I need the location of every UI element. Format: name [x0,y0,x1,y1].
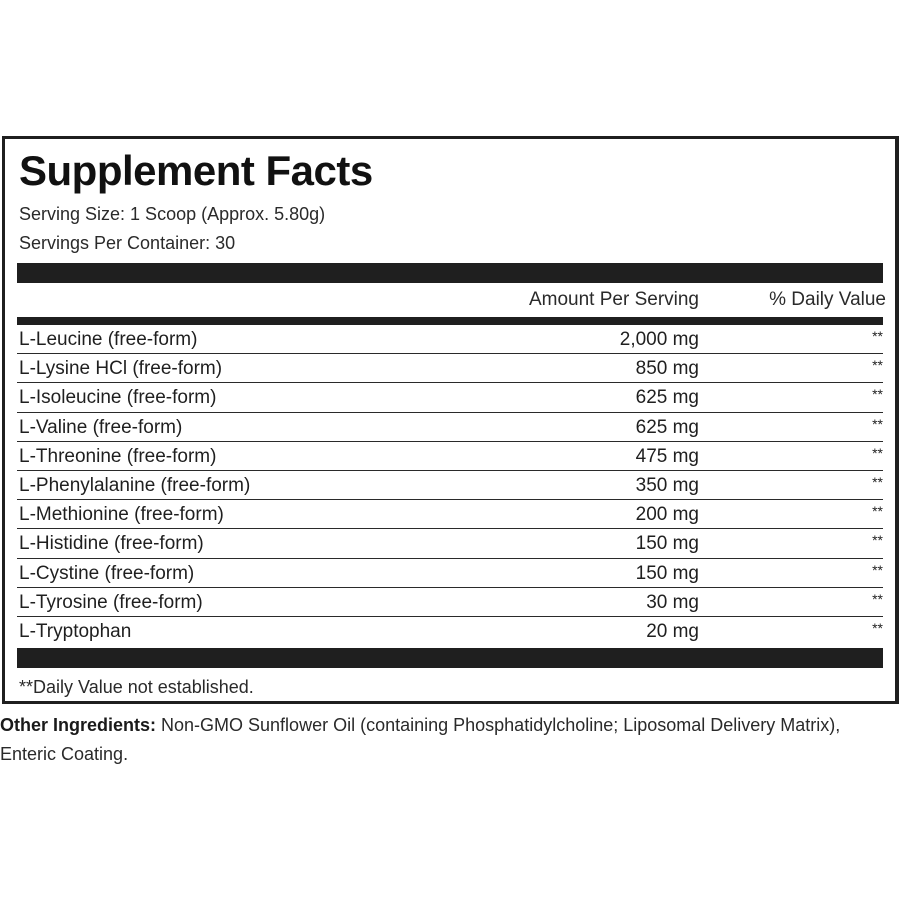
supplement-facts-panel [2,136,899,704]
nutrient-daily-value: ** [872,590,883,607]
nutrient-name: L-Lysine HCl (free-form) [19,358,223,380]
nutrient-amount: 200 mg [635,504,699,526]
nutrient-amount: 625 mg [635,387,699,409]
nutrient-daily-value: ** [872,503,883,520]
nutrient-name: L-Tryptophan [19,620,132,642]
top-divider-bar [17,263,883,283]
table-row [17,413,883,442]
table-row [17,325,883,354]
nutrient-amount: 625 mg [635,416,699,438]
header-divider [17,317,883,325]
nutrient-amount: 850 mg [635,358,699,380]
nutrient-amount: 150 mg [635,562,699,584]
table-row [17,529,883,558]
nutrient-daily-value: ** [872,386,883,403]
nutrient-name: L-Phenylalanine (free-form) [19,474,251,496]
nutrient-name: L-Methionine (free-form) [19,504,224,526]
nutrient-daily-value: ** [872,532,883,549]
nutrient-daily-value: ** [872,561,883,578]
nutrient-amount: 150 mg [635,533,699,555]
nutrient-name: L-Tyrosine (free-form) [19,591,203,613]
nutrient-name: L-Isoleucine (free-form) [19,387,217,409]
nutrient-name: L-Histidine (free-form) [19,533,204,555]
amount-column-header: Amount Per Serving [528,289,699,310]
table-row [17,442,883,471]
nutrient-amount: 20 mg [646,620,699,642]
nutrient-name: L-Leucine (free-form) [19,329,198,350]
nutrient-amount: 30 mg [646,591,699,613]
table-row [17,354,883,383]
nutrient-amount: 350 mg [635,474,699,496]
nutrient-daily-value: ** [872,444,883,461]
nutrient-daily-value: ** [872,328,883,344]
table-row [17,617,883,646]
table-row [17,588,883,617]
nutrient-name: L-Valine (free-form) [19,416,183,438]
other-ingredients-text: Non-GMO Sunflower Oil (containing Phosphatidylcholine; Liposomal Delivery Matrix), Enteric Coating. [0,715,841,764]
table-row [17,559,883,588]
nutrient-daily-value: ** [872,619,883,636]
daily-value-column-header: % Daily Value [769,289,886,310]
nutrient-daily-value: ** [872,473,883,490]
daily-value-footnote: **Daily Value not established. [19,677,254,697]
serving-size: Serving Size: 1 Scoop (Approx. 5.80g) [19,204,326,224]
nutrient-name: L-Threonine (free-form) [19,445,217,467]
bottom-divider-bar [17,648,883,668]
nutrient-amount: 2,000 mg [619,329,699,350]
nutrient-amount: 475 mg [635,445,699,467]
other-ingredients-label: Other Ingredients: [0,715,157,735]
table-row [17,471,883,500]
nutrient-name: L-Cystine (free-form) [19,562,195,584]
table-row [17,500,883,529]
other-ingredients [0,711,900,769]
servings-per-container: Servings Per Container: 30 [19,233,236,253]
nutrient-daily-value: ** [872,415,883,432]
panel-title: Supplement Facts [19,147,373,194]
table-row [17,383,883,412]
nutrient-daily-value: ** [872,357,883,374]
nutrient-table [17,325,883,646]
